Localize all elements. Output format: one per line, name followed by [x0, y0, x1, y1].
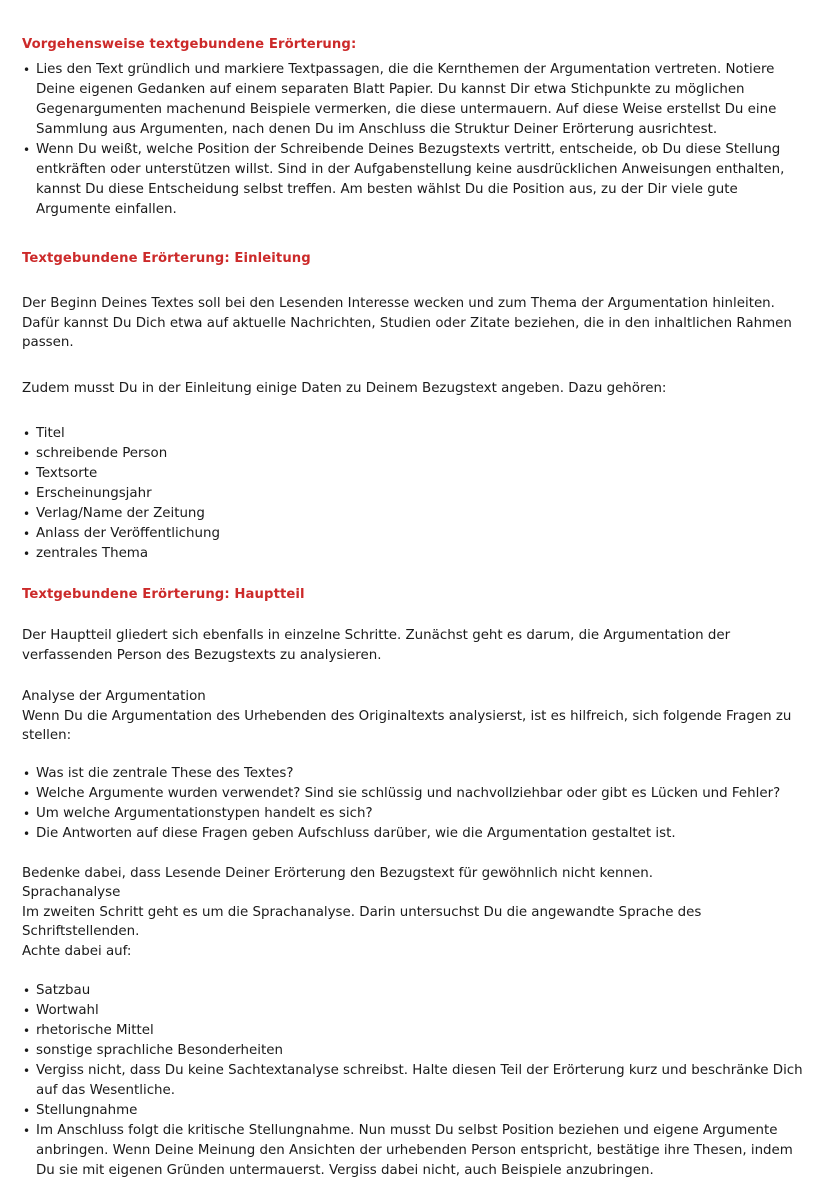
list-item: • schreibende Person	[23, 444, 808, 464]
spacer	[22, 746, 808, 764]
section-heading-vorgehensweise: Vorgehensweise textgebundene Erörterung:	[22, 37, 357, 52]
hauptteil-paragraph-4: Im zweiten Schritt geht es um die Sprachanalyse. Darin untersuchst Du die angewandte Sprache des Schriftstellenden.	[22, 904, 702, 939]
list-item: • zentrales Thema	[23, 544, 808, 564]
einleitung-paragraph-2: Zudem musst Du in der Einleitung einige Daten zu Deinem Bezugstext angeben. Dazu gehören:	[22, 380, 667, 396]
list-item: • Wortwahl	[23, 1001, 808, 1021]
hauptteil-paragraph-1: Der Hauptteil gliedert sich ebenfalls in einzelne Schritte. Zunächst geht es darum, die Argumentation der verfassenden Person des Bezugstexts zu analysieren.	[22, 628, 731, 663]
vorgehensweise-bullet-list	[22, 60, 808, 220]
hauptteil-subheading-sprachanalyse: Sprachanalyse	[22, 885, 121, 900]
list-item: • Was ist die zentrale These des Textes?	[23, 764, 808, 784]
hauptteil-paragraph-3: Bedenke dabei, dass Lesende Deiner Erörterung den Bezugstext für gewöhnlich nicht kennen.	[22, 865, 654, 881]
list-item: • Titel	[23, 424, 808, 444]
list-item: • Wenn Du weißt, welche Position der Schreibende Deines Bezugstexts vertritt, entscheide, ob Du diese Stellung entkräften oder unterstützen willst. Sind in der Aufgabenstellung keine ausdrücklichen Anweisungen enthalten, kannst Du diese Entscheidung selbst treffen. Am besten wählst Du die Position aus, zu der Dir viele gute Argumente einfallen.	[23, 140, 808, 220]
hauptteil-subheading-analyse: Analyse der Argumentation	[22, 689, 206, 704]
einleitung-paragraph-1: Der Beginn Deines Textes soll bei den Lesenden Interesse wecken und zum Thema der Argumentation hinleiten. Dafür kannst Du Dich etwa auf aktuelle Nachrichten, Studien oder Zitate beziehen, die in den inhaltlichen Rahmen passen.	[22, 296, 792, 350]
list-item: • Anlass der Veröffentlichung	[23, 524, 808, 544]
hauptteil-sprachanalyse-bullet-list	[22, 981, 808, 1181]
list-item: • Stellungnahme	[23, 1101, 808, 1121]
list-item: • rhetorische Mittel	[23, 1021, 808, 1041]
spacer	[22, 268, 808, 294]
list-item: • Die Antworten auf diese Fragen geben Aufschluss darüber, wie die Argumentation gestaltet ist.	[23, 824, 808, 844]
spacer	[22, 604, 808, 626]
list-item: • Um welche Argumentationstypen handelt es sich?	[23, 804, 808, 824]
list-item: • sonstige sprachliche Besonderheiten	[23, 1041, 808, 1061]
section-heading-hauptteil: Textgebundene Erörterung: Hauptteil	[22, 587, 305, 602]
list-item: • Erscheinungsjahr	[23, 484, 808, 504]
spacer	[22, 665, 808, 687]
hauptteil-paragraph-5: Achte dabei auf:	[22, 943, 132, 959]
list-item: • Im Anschluss folgt die kritische Stellungnahme. Nun musst Du selbst Position beziehen und eigene Argumente anbringen. Wenn Deine Meinung den Ansichten der urhebenden Person entspricht, bestätige ihre Thesen, indem Du sie mit eigenen Gründen untermauerst. Vergiss dabei nicht, auch Beispiele anzubringen.	[23, 1121, 808, 1181]
hauptteil-questions-bullet-list	[22, 764, 808, 844]
spacer	[22, 220, 808, 250]
spacer	[22, 564, 808, 586]
section-heading-einleitung: Textgebundene Erörterung: Einleitung	[22, 251, 311, 266]
spacer	[22, 844, 808, 864]
list-item: • Textsorte	[23, 464, 808, 484]
spacer	[22, 398, 808, 424]
list-item: • Lies den Text gründlich und markiere Textpassagen, die die Kernthemen der Argumentation vertreten. Notiere Deine eigenen Gedanken auf einem separaten Blatt Papier. Du kannst Dir etwa Stichpunkte zu möglichen Gegenargumenten machenund Beispiele vermerken, die diese untermauern. Auf diese Weise erstellst Du eine Sammlung aus Argumenten, nach denen Du im Anschluss die Struktur Deiner Erörterung ausrichtest.	[23, 60, 808, 140]
list-item: • Vergiss nicht, dass Du keine Sachtextanalyse schreibst. Halte diesen Teil der Erörterung kurz und beschränke Dich auf das Wesentliche.	[23, 1061, 808, 1101]
einleitung-bullet-list	[22, 424, 808, 564]
spacer	[22, 961, 808, 981]
list-item: • Verlag/Name der Zeitung	[23, 504, 808, 524]
spacer	[22, 353, 808, 379]
hauptteil-paragraph-2: Wenn Du die Argumentation des Urhebenden des Originaltexts analysierst, ist es hilfreich, sich folgende Fragen zu stellen:	[22, 708, 792, 743]
list-item: • Welche Argumente wurden verwendet? Sind sie schlüssig und nachvollziehbar oder gibt es Lücken und Fehler?	[23, 784, 808, 804]
list-item: • Satzbau	[23, 981, 808, 1001]
